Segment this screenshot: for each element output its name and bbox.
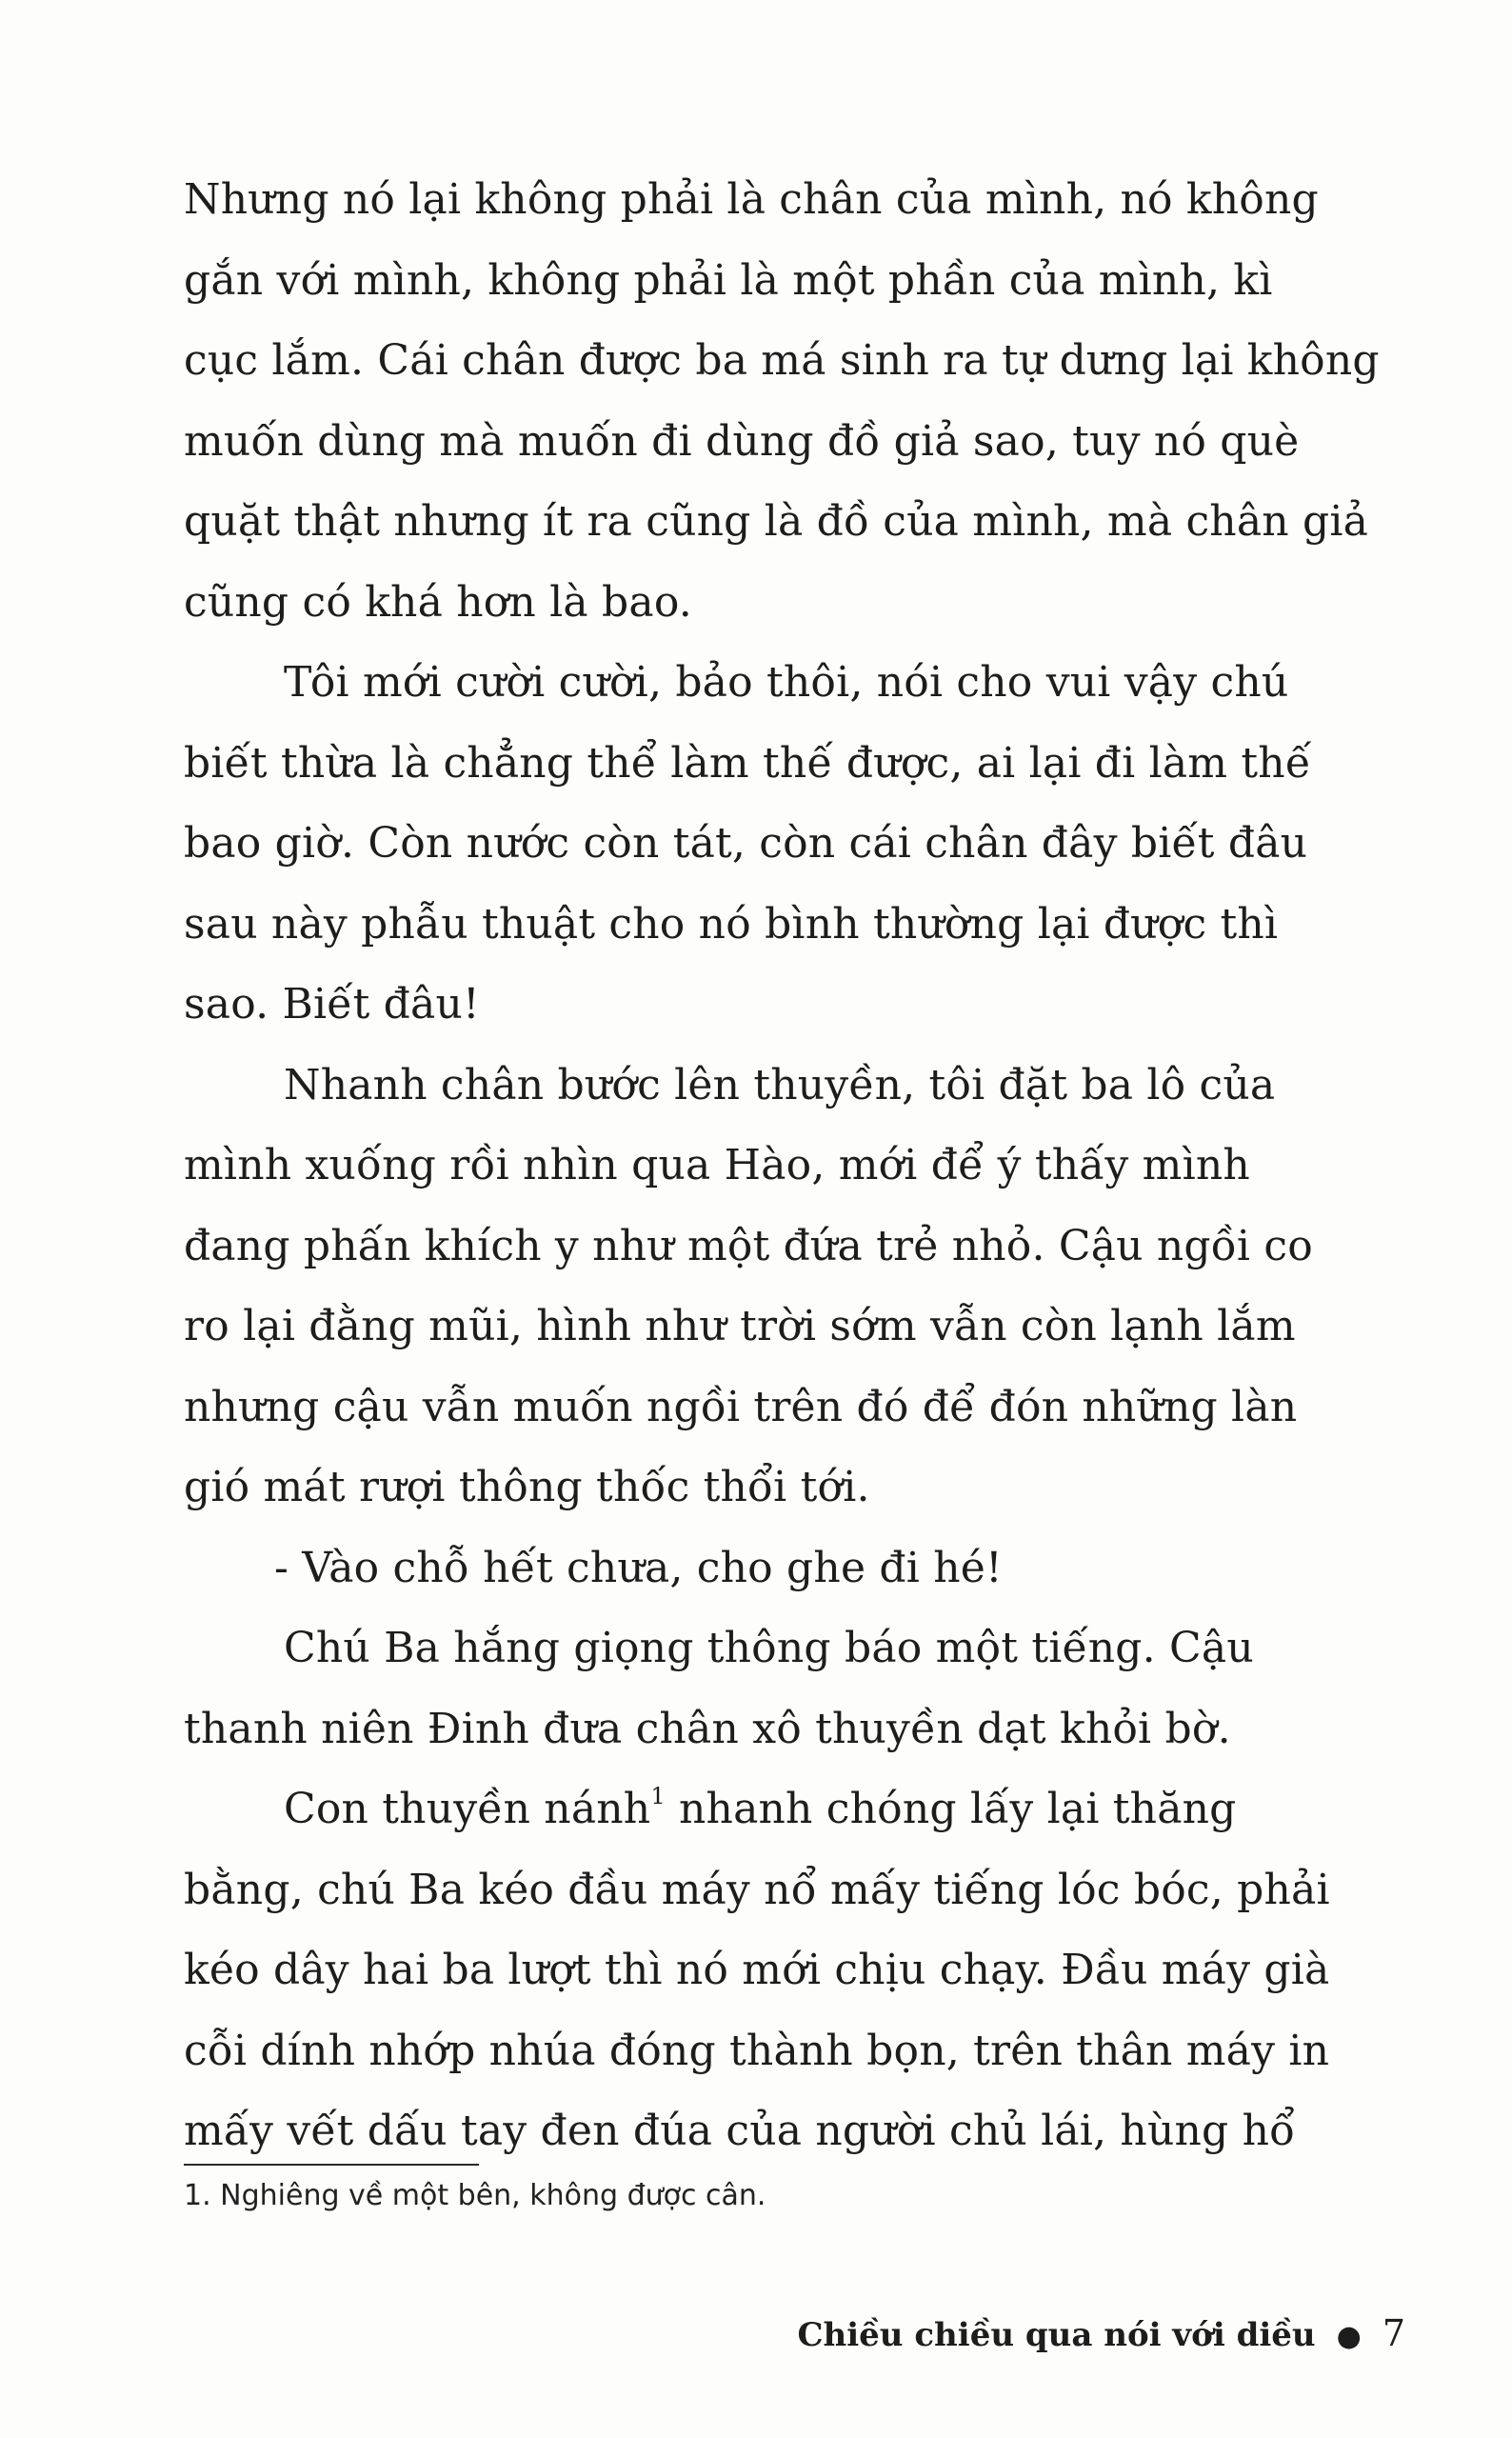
body-line: biết thừa là chẳng thể làm thế được, ai lại đi làm thế <box>184 738 1312 788</box>
body-line: kéo dây hai ba lượt thì nó mới chịu chạy. Đầu máy già <box>184 1946 1330 1994</box>
body-line: Nhưng nó lại không phải là chân của mình, nó không <box>184 175 1319 224</box>
body-line: mình xuống rồi nhìn qua Hào, mới để ý thấy mình <box>184 1141 1250 1189</box>
running-footer <box>797 2309 1405 2357</box>
body-line: bao giờ. Còn nước còn tát, còn cái chân đây biết đâu <box>184 819 1308 868</box>
body-text <box>184 160 1380 2172</box>
body-line: đang phấn khích y như một đứa trẻ nhỏ. Cậu ngồi co <box>184 1221 1313 1270</box>
body-line: bằng, chú Ba kéo đầu máy nổ mấy tiếng lóc bóc, phải <box>184 1865 1330 1914</box>
footnote-divider <box>184 2164 479 2166</box>
page-number: 7 <box>1382 2312 1405 2354</box>
paragraph-start-line: Chú Ba hắng giọng thông báo một tiếng. Cậu <box>284 1624 1254 1672</box>
running-title: Chiều chiều qua nói với diều <box>797 2316 1316 2354</box>
line-continuation: nhanh chóng lấy lại thăng <box>665 1785 1237 1833</box>
body-line: nhưng cậu vẫn muốn ngồi trên đó để đón những làn <box>184 1382 1298 1431</box>
body-line: thanh niên Đinh đưa chân xô thuyền dạt khỏi bờ. <box>184 1704 1231 1753</box>
body-line: gió mát rượi thông thốc thổi tới. <box>184 1463 870 1511</box>
body-line: cũng có khá hơn là bao. <box>184 577 692 627</box>
body-line: gắn với mình, không phải là một phần của mình, kì <box>184 255 1273 305</box>
paragraph-start-line: Nhanh chân bước lên thuyền, tôi đặt ba lô của <box>284 1060 1276 1109</box>
body-line: cục lắm. Cái chân được ba má sinh ra tự dưng lại không <box>184 336 1380 385</box>
footnoted-phrase: Con thuyền nánh <box>284 1785 651 1833</box>
body-line: sau này phẫu thuật cho nó bình thường lại được thì <box>184 899 1279 949</box>
body-line: muốn dùng mà muốn đi dùng đồ giả sao, tuy nó què <box>184 416 1300 466</box>
footnote-text: 1. Nghiêng về một bên, không được cân. <box>184 2179 766 2212</box>
bullet-separator-icon: ● <box>1336 2320 1362 2353</box>
paragraph-start-line <box>184 1769 1326 1850</box>
body-line: cỗi dính nhớp nhúa đóng thành bọn, trên thân máy in <box>184 2026 1330 2075</box>
body-line: sao. Biết đâu! <box>184 980 480 1029</box>
body-line: quặt thật nhưng ít ra cũng là đồ của mình, mà chân giả <box>184 497 1369 546</box>
body-line: mấy vết dấu tay đen đúa của người chủ lái, hùng hổ <box>184 2107 1296 2155</box>
body-line: ro lại đằng mũi, hình như trời sớm vẫn còn lạnh lắm <box>184 1302 1296 1350</box>
footnote-reference[interactable]: 1 <box>650 1783 666 1810</box>
paragraph-start-line: Tôi mới cười cười, bảo thôi, nói cho vui vậy chú <box>284 658 1289 707</box>
dialogue-line: - Vào chỗ hết chưa, cho ghe đi hé! <box>274 1543 1003 1592</box>
